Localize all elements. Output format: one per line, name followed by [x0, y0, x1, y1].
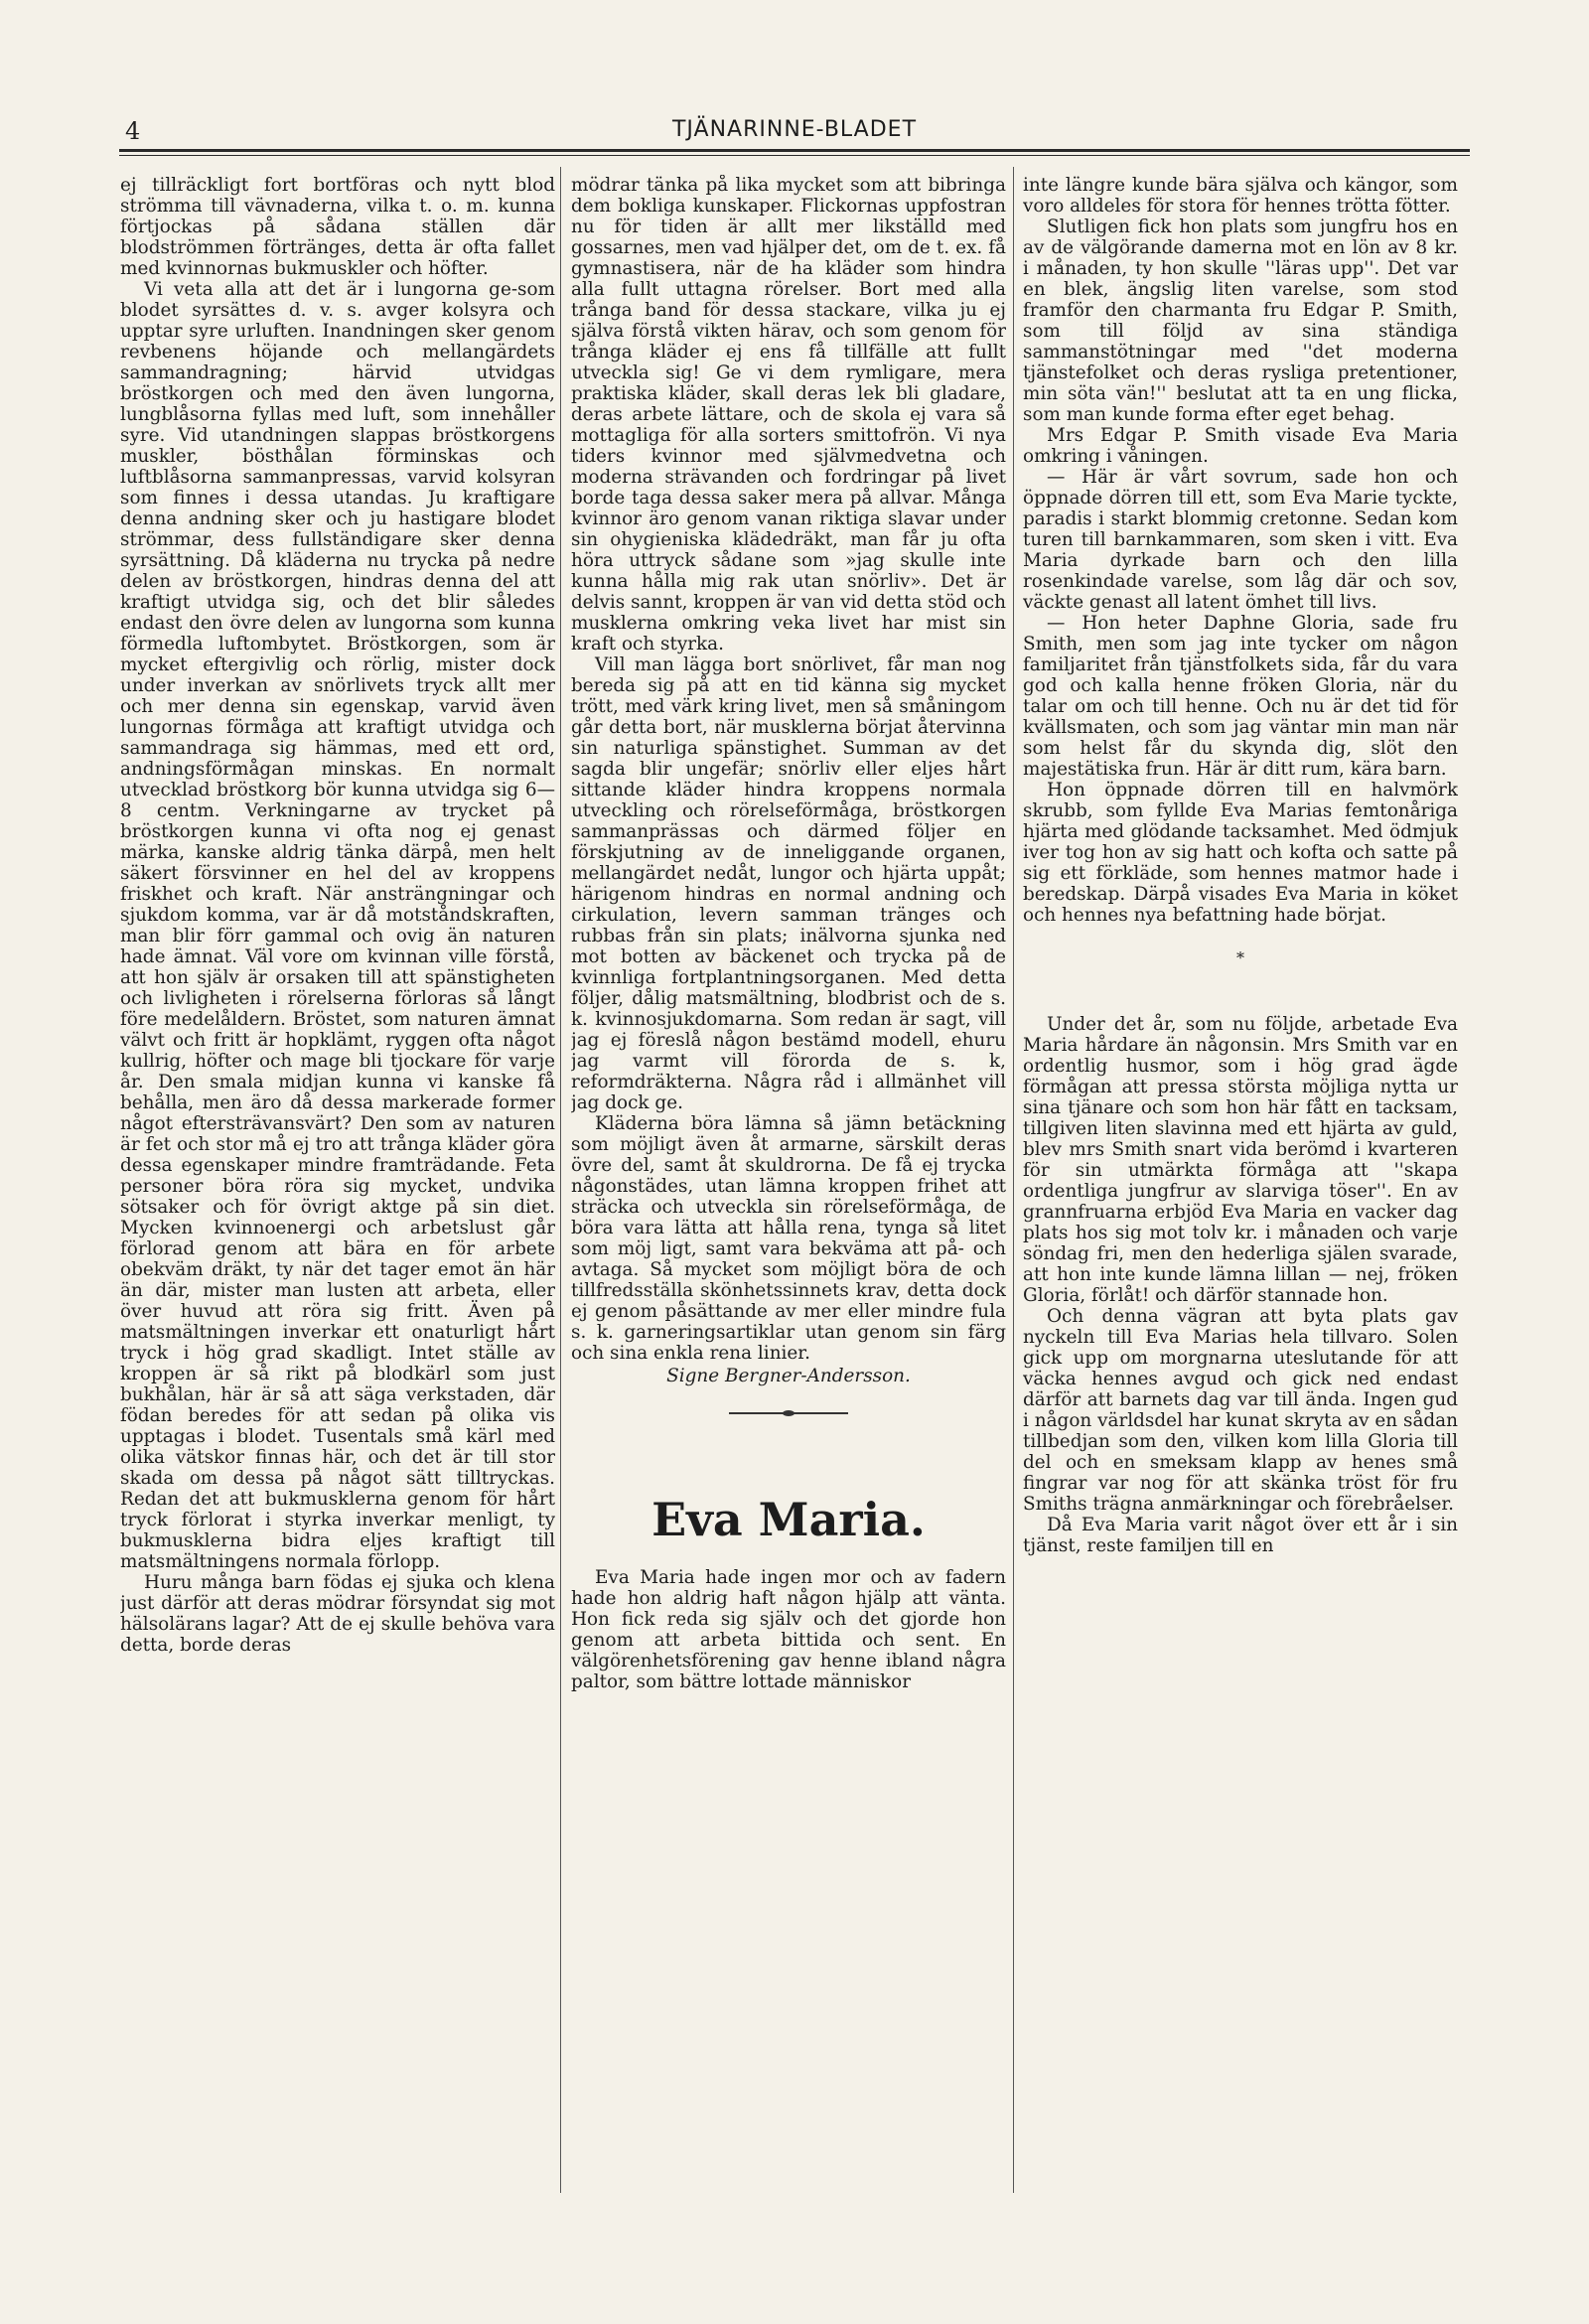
paragraph: inte längre kunde bära själva och kängor, som voro alldeles för stora för hennes trötta fötter. [1023, 175, 1458, 217]
header-rule-thick [119, 149, 1470, 152]
paragraph: Vi veta alla att det är i lungorna ge-som blodet syrsättes d. v. s. avger kolsyra och upptar syre urluften. Inandningen sker genom revbenens höjande och mellangärdets sammandragning; härvid utvidgas bröstkorgen och med den även lungorna, lungblåsorna fyllas med luft, som innehåller syre. Vid utandningen slappas bröstkorgens muskler, bösthålan förminskas och luftblåsorna sammanpressas, varvid kolsyran som finnes i dessa utandas. Ju kraftigare denna andning sker och ju hastigare blodet strömmar, dess fullständigare sker denna syrsättning. Då kläderna nu trycka på nedre delen av bröstkorgen, hindras denna del att kraftigt utvidga sig, och det blir således endast den övre delen av lungorna som kunna förmedla luftombytet. Bröstkorgen, som är mycket eftergivlig och rörlig, mister dock under inverkan av snörlivets tryck allt mer och mer denna sin egenskap, varvid även lungornas förmåga att kraftigt utvidga och sammandraga sig hämmas, med ett ord, andningsförmågan minskas. En normalt utvecklad bröstkorg bör kunna utvidga sig 6—8 centm. Verkningarne av trycket på bröstkorgen kunna vi ofta nog ej genast märka, kanske aldrig tänka därpå, men helt säkert försvinner en hel del av kroppens friskhet och kraft. När ansträngningar och sjukdom komma, var är då motståndskraften, man blir förr gammal och ovig än naturen hade ämnat. Väl vore om kvinnan ville förstå, att hon själv är orsaken till att spänstigheten och livligheten i rörelserna förloras så långt före medelåldern. Bröstet, som naturen ämnat välvt och fritt är hopklämt, ryggen ofta något kullrig, höfter och mage bli tjockare för varje år. Den smala midjan kunna vi kanske få behålla, men äro då dessa markerade former något eftersträvansvärt? Den som av naturen är fet och stor må ej tro att trånga kläder göra dessa egenskaper mindre framträdande. Feta personer böra röra sig mycket, undvika sötsaker och för övrigt aktge på sin diet. Mycken kvinnoenergi och arbetslust går förlorad genom att bära en för arbete obekväm dräkt, ty när det tager emot än här än där, mister man lusten att arbeta, eller över huvud att röra sig fritt. Även på matsmältningen inverkar ett onaturligt hårt tryck i hög grad skadligt. Intet ställe av kroppen är så rikt på blodkärl som just bukhålan, här är så att säga verkstaden, där födan beredes för att sedan på olika vis upptagas i blodet. Tusentals små kärl med olika vätskor finnas här, och det är till stor skada om dessa på något sätt tilltryckas. Redan det att bukmusklerna genom för hårt tryck förlorat i styrka inverkar menligt, ty bukmusklerna bidra eljes kraftigt till matsmältningens normala förlopp. [120, 279, 555, 1572]
paragraph: — Hon heter Daphne Gloria, sade fru Smith, men som jag inte tycker om någon familjaritet från tjänstfolkets sida, får du vara god och kalla henne fröken Gloria, när du talar om och till henne. Och nu är det tid för kvällsmaten, och som jag väntar min man när som helst får du skynda dig, slöt den majestätiska frun. Här är ditt rum, kära barn. [1023, 613, 1458, 780]
paragraph: Och denna vägran att byta plats gav nyckeln till Eva Marias hela tillvaro. Solen gick upp om morgnarna uteslutande för att väcka hennes avgud och gick ned endast därför att barnets dag var till ända. Ingen gud i någon världsdel har kunat skryta av en sådan tillbedjan som den, vilken kom lilla Gloria till del och en smeksam klapp av henes små fingrar var nog för att skänka tröst för fru Smiths trägna anmärkningar och förebråelser. [1023, 1306, 1458, 1515]
paragraph: Mrs Edgar P. Smith visade Eva Maria omkring i våningen. [1023, 425, 1458, 467]
header-rule-thin [119, 155, 1470, 156]
paragraph: Vill man lägga bort snörlivet, får man nog bereda sig på att en tid känna sig mycket trött, med värk kring livet, men så småningom går detta bort, när musklerna börjat återvinna sin naturliga spänstighet. Summan av det sagda blir ungefär; snörliv eller eljes hårt sittande kläder hindra kroppens normala utveckling och rörelseförmåga, bröstkorgen sammanprässas och därmed följer en förskjutning av de inneliggande organen, mellangärdet nedåt, lungor och hjärta uppåt; härigenom hindras en normal andning och cirkulation, levern samman tränges och rubbas från sin plats; inälvorna sjunka ned mot botten av bäckenet och trycka på de kvinnliga fortplantningsorganen. Med detta följer, dålig matsmältning, blodbrist och de s. k. kvinnosjukdomarna. Som redan är sagt, vill jag ej föreslå någon bestämd modell, ehuru jag varmt vill förorda de s. k, reformdräkterna. Några råd i allmänhet vill jag dock ge. [571, 654, 1006, 1113]
paragraph: Under det år, som nu följde, arbetade Eva Maria hårdare än någonsin. Mrs Smith var en ordentlig husmor, som i hög grad ägde förmågan att pressa största möjliga nytta ur sina tjänare och som hon här fått en tacksam, tillgiven liten slavinna med ett hjärta av guld, blev mrs Smith snart vida berömd i kvarteren för sin utmärkta förmåga att ''skapa ordentliga jungfrur av slarviga töser''. En av grannfruarna erbjöd Eva Maria en vacker dag plats hos sig mot tolv kr. i månaden och varje söndag fri, men den hederliga själen svarade, att hon inte kunde lämna lillan — nej, fröken Gloria, förlåt! och därför stannade hon. [1023, 1014, 1458, 1306]
paragraph: Slutligen fick hon plats som jungfru hos en av de välgörande damerna mot en lön av 8 kr. i månaden, ty hon skulle ''läras upp''. Det var en blek, ängslig liten varelse, som stod framför den charmanta fru Edgar P. Smith, som till följd av sina ständiga sammanstötningar med ''det moderna tjänstefolket och deras rysliga pretentioner, min söta vän!'' beslutat att ta en ung flicka, som man kunde forma efter eget behag. [1023, 217, 1458, 425]
column-divider [1013, 167, 1014, 2193]
paragraph: ej tillräckligt fort bortföras och nytt blod strömma till vävnaderna, vilka t. o. m. kunna förtjockas på sådana ställen där blodströmmen förtränges, detta är ofta fallet med kvinnornas bukmuskler och höfter. [120, 175, 555, 279]
column-divider [560, 167, 561, 2193]
column-1 [120, 175, 555, 2195]
page-header [119, 117, 1470, 149]
page-number: 4 [125, 117, 141, 145]
section-separator-star: * [1236, 948, 1244, 967]
paragraph: Då Eva Maria varit något över ett år i sin tjänst, reste familjen till en [1023, 1515, 1458, 1556]
column-3 [1023, 175, 1458, 2195]
section-separator-ornament [729, 1412, 848, 1418]
paragraph: Huru många barn födas ej sjuka och klena just därför att deras mödrar försyndat sig mot hälsolärans lagar? Att de ej skulle behöva vara detta, borde deras [120, 1572, 555, 1656]
paragraph: mödrar tänka på lika mycket som att bibringa dem bokliga kunskaper. Flickornas uppfostran nu för tiden är allt mer likställd med gossarnes, men vad hjälper det, om de t. ex. få gymnastisera, när de ha kläder som hindra alla fullt uttagna rörelser. Bort med alla trånga band för dessa stackare, vilka ju ej själva förstå vikten härav, och som genom för trånga kläder ej ens få tillfälle att fullt utveckla sig! Ge vi dem rymligare, mera praktiska kläder, skall deras lek bli gladare, deras arbete lättare, och de skola ej vara så mottagliga för alla sorters smittofrön. Vi nya tiders kvinnor med självmedvetna och moderna strävanden och fordringar på livet borde taga dessa saker mera på allvar. Många kvinnor äro genom vanan riktiga slavar under sin ohygieniska klädedräkt, man får ju ofta höra uttryck sådane som »jag skulle inte kunna hålla mig rak utan snörliv». Det är delvis sannt, kroppen är van vid detta stöd och musklerna omkring veka livet har mist sin kraft och styrka. [571, 175, 1006, 654]
story-title: Eva Maria. [651, 1493, 926, 1546]
paragraph: Kläderna böra lämna så jämn betäckning som möjligt även åt armarne, särskilt deras övre del, samt åt skuldrorna. De få ej trycka någonstädes, utan lämna kroppen frihet att sträcka och utveckla sin rörelseförmåga, de böra vara lätta att hålla rena, tynga så litet som möj ligt, samt vara bekväma att på- och avtaga. Så mycket som möjligt böra de och tillfredsställa skönhetssinnets krav, detta dock ej genom påsättande av mer eller mindre fula s. k. garneringsartiklar utan genom sin färg och sina enkla rena linier. [571, 1113, 1006, 1364]
publication-title: TJÄNARINNE-BLADET [671, 117, 918, 142]
article-signature: Signe Bergner-Andersson. [666, 1366, 911, 1386]
paragraph: — Här är vårt sovrum, sade hon och öppnade dörren till ett, som Eva Marie tyckte, paradis i starkt blommig cretonne. Sedan kom turen till barnkammaren, som sken i vitt. Eva Maria dyrkade barn och den lilla rosenkindade varelse, som låg där och sov, väckte genast all latent ömhet till livs. [1023, 467, 1458, 613]
paragraph: Eva Maria hade ingen mor och av fadern hade hon aldrig haft någon hjälp att vänta. Hon fick reda sig själv och det gjorde hon genom att arbeta bittida och sent. En välgörenhetsförening gav henne ibland några paltor, som bättre lottade människor [571, 1567, 1006, 1692]
column-2 [571, 175, 1006, 2195]
paragraph: Hon öppnade dörren till en halvmörk skrubb, som fyllde Eva Marias femtonåriga hjärta med glödande tacksamhet. Med ödmjuk iver tog hon av sig hatt och kofta och satte på sig ett förkläde, som hennes matmor hade i beredskap. Därpå visades Eva Maria in köket och hennes nya befattning hade börjat. [1023, 780, 1458, 926]
